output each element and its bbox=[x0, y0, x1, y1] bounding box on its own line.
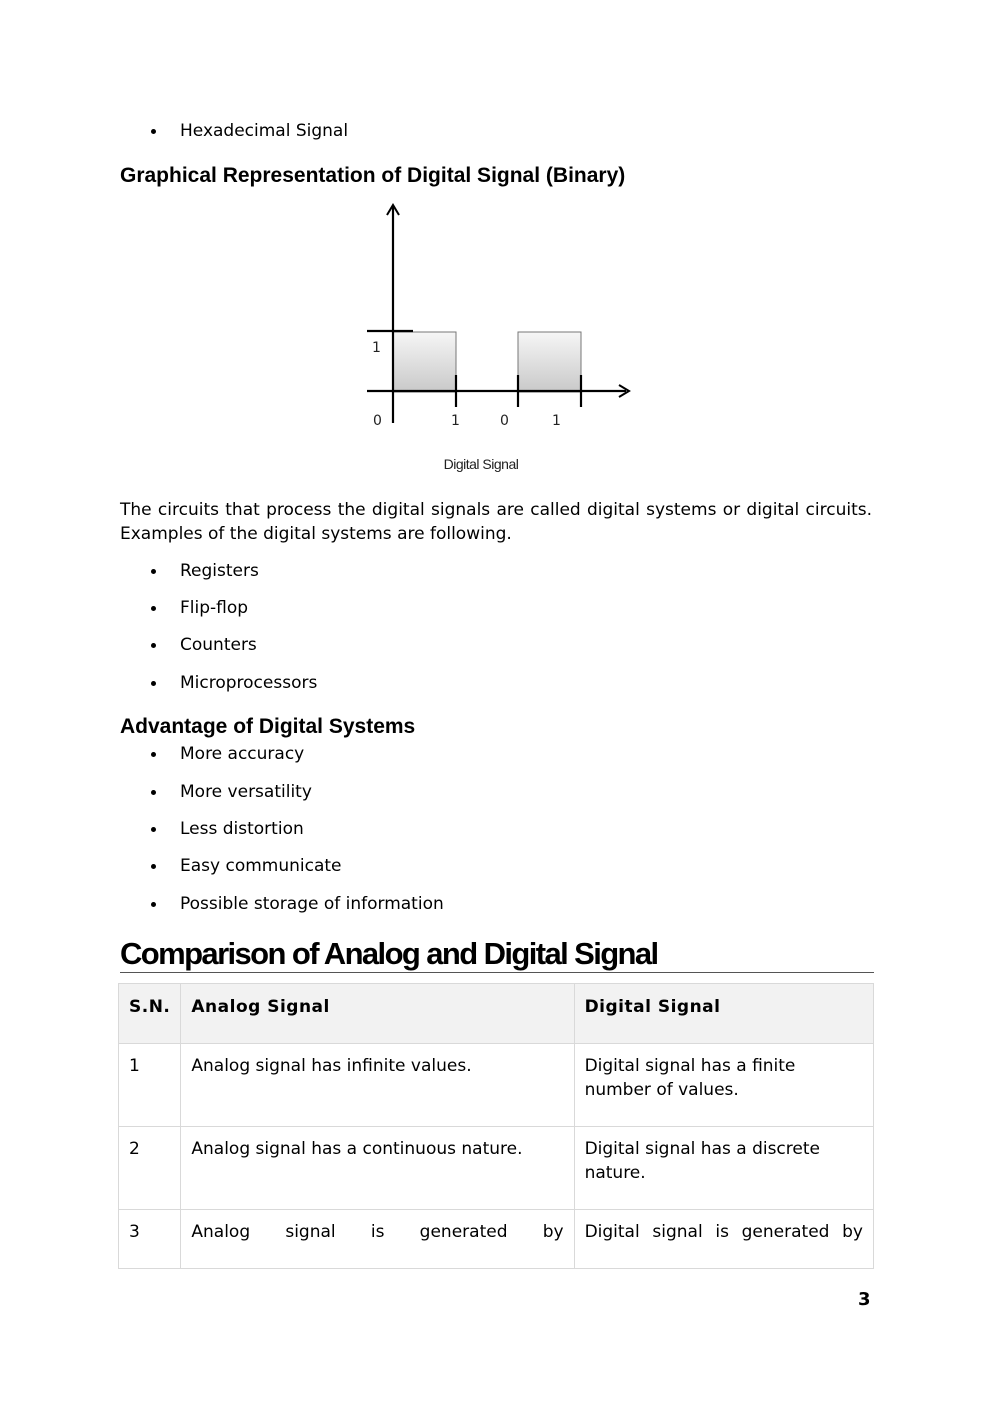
graph-heading: Graphical Representation of Digital Signal (Binary) bbox=[120, 164, 626, 187]
table-cell: Analog signal has a continuous nature. bbox=[181, 1127, 574, 1210]
list-item: Easy communicate bbox=[120, 855, 444, 877]
x-tick-label: 1 bbox=[552, 413, 561, 429]
x-tick-label: 1 bbox=[451, 413, 460, 429]
top-bullet-list bbox=[120, 120, 348, 142]
table-header-cell: Analog Signal bbox=[181, 984, 574, 1044]
body-paragraph: The circuits that process the digital signals are called digital systems or digital circuits. Examples of the digital systems are following. bbox=[120, 500, 872, 544]
list-item: More accuracy bbox=[120, 743, 444, 765]
comparison-table bbox=[118, 983, 874, 1269]
advantage-heading: Advantage of Digital Systems bbox=[120, 715, 416, 738]
list-item: Possible storage of information bbox=[120, 893, 444, 915]
heading-rule bbox=[120, 972, 874, 973]
list-item: Microprocessors bbox=[120, 672, 317, 694]
systems-list bbox=[120, 560, 317, 694]
table-header-row bbox=[119, 984, 874, 1044]
page-number: 3 bbox=[858, 1289, 871, 1310]
table-cell: 1 bbox=[119, 1044, 181, 1127]
table-header-cell: S.N. bbox=[119, 984, 181, 1044]
list-item: More versatility bbox=[120, 781, 444, 803]
table-row bbox=[119, 1210, 874, 1269]
pulse-2 bbox=[518, 332, 581, 392]
table-cell: Digital signal has a finite number of values. bbox=[574, 1044, 873, 1127]
table-cell: Digital signal has a discrete nature. bbox=[574, 1127, 873, 1210]
table-row bbox=[119, 1127, 874, 1210]
x-tick-label: 0 bbox=[373, 413, 382, 429]
comparison-heading: Comparison of Analog and Digital Signal bbox=[120, 936, 658, 971]
table-cell: Analog signal has infinite values. bbox=[181, 1044, 574, 1127]
table-row bbox=[119, 1044, 874, 1127]
digital-signal-figure bbox=[340, 195, 640, 485]
list-item: Flip-flop bbox=[120, 597, 317, 619]
table-cell: Digital signal is generated by bbox=[574, 1210, 873, 1269]
table-header-cell: Digital Signal bbox=[574, 984, 873, 1044]
figure-caption: Digital Signal bbox=[443, 456, 519, 472]
table-cell: 2 bbox=[119, 1127, 181, 1210]
table-cell: Analog signal is generated by bbox=[181, 1210, 574, 1269]
x-tick-label: 0 bbox=[500, 413, 509, 429]
pulse-1 bbox=[393, 332, 456, 392]
list-item: Counters bbox=[120, 634, 317, 656]
advantages-list bbox=[120, 743, 444, 915]
y-tick-label: 1 bbox=[372, 340, 381, 356]
table-cell: 3 bbox=[119, 1210, 181, 1269]
list-item: Less distortion bbox=[120, 818, 444, 840]
list-item: Hexadecimal Signal bbox=[120, 120, 348, 142]
list-item: Registers bbox=[120, 560, 317, 582]
